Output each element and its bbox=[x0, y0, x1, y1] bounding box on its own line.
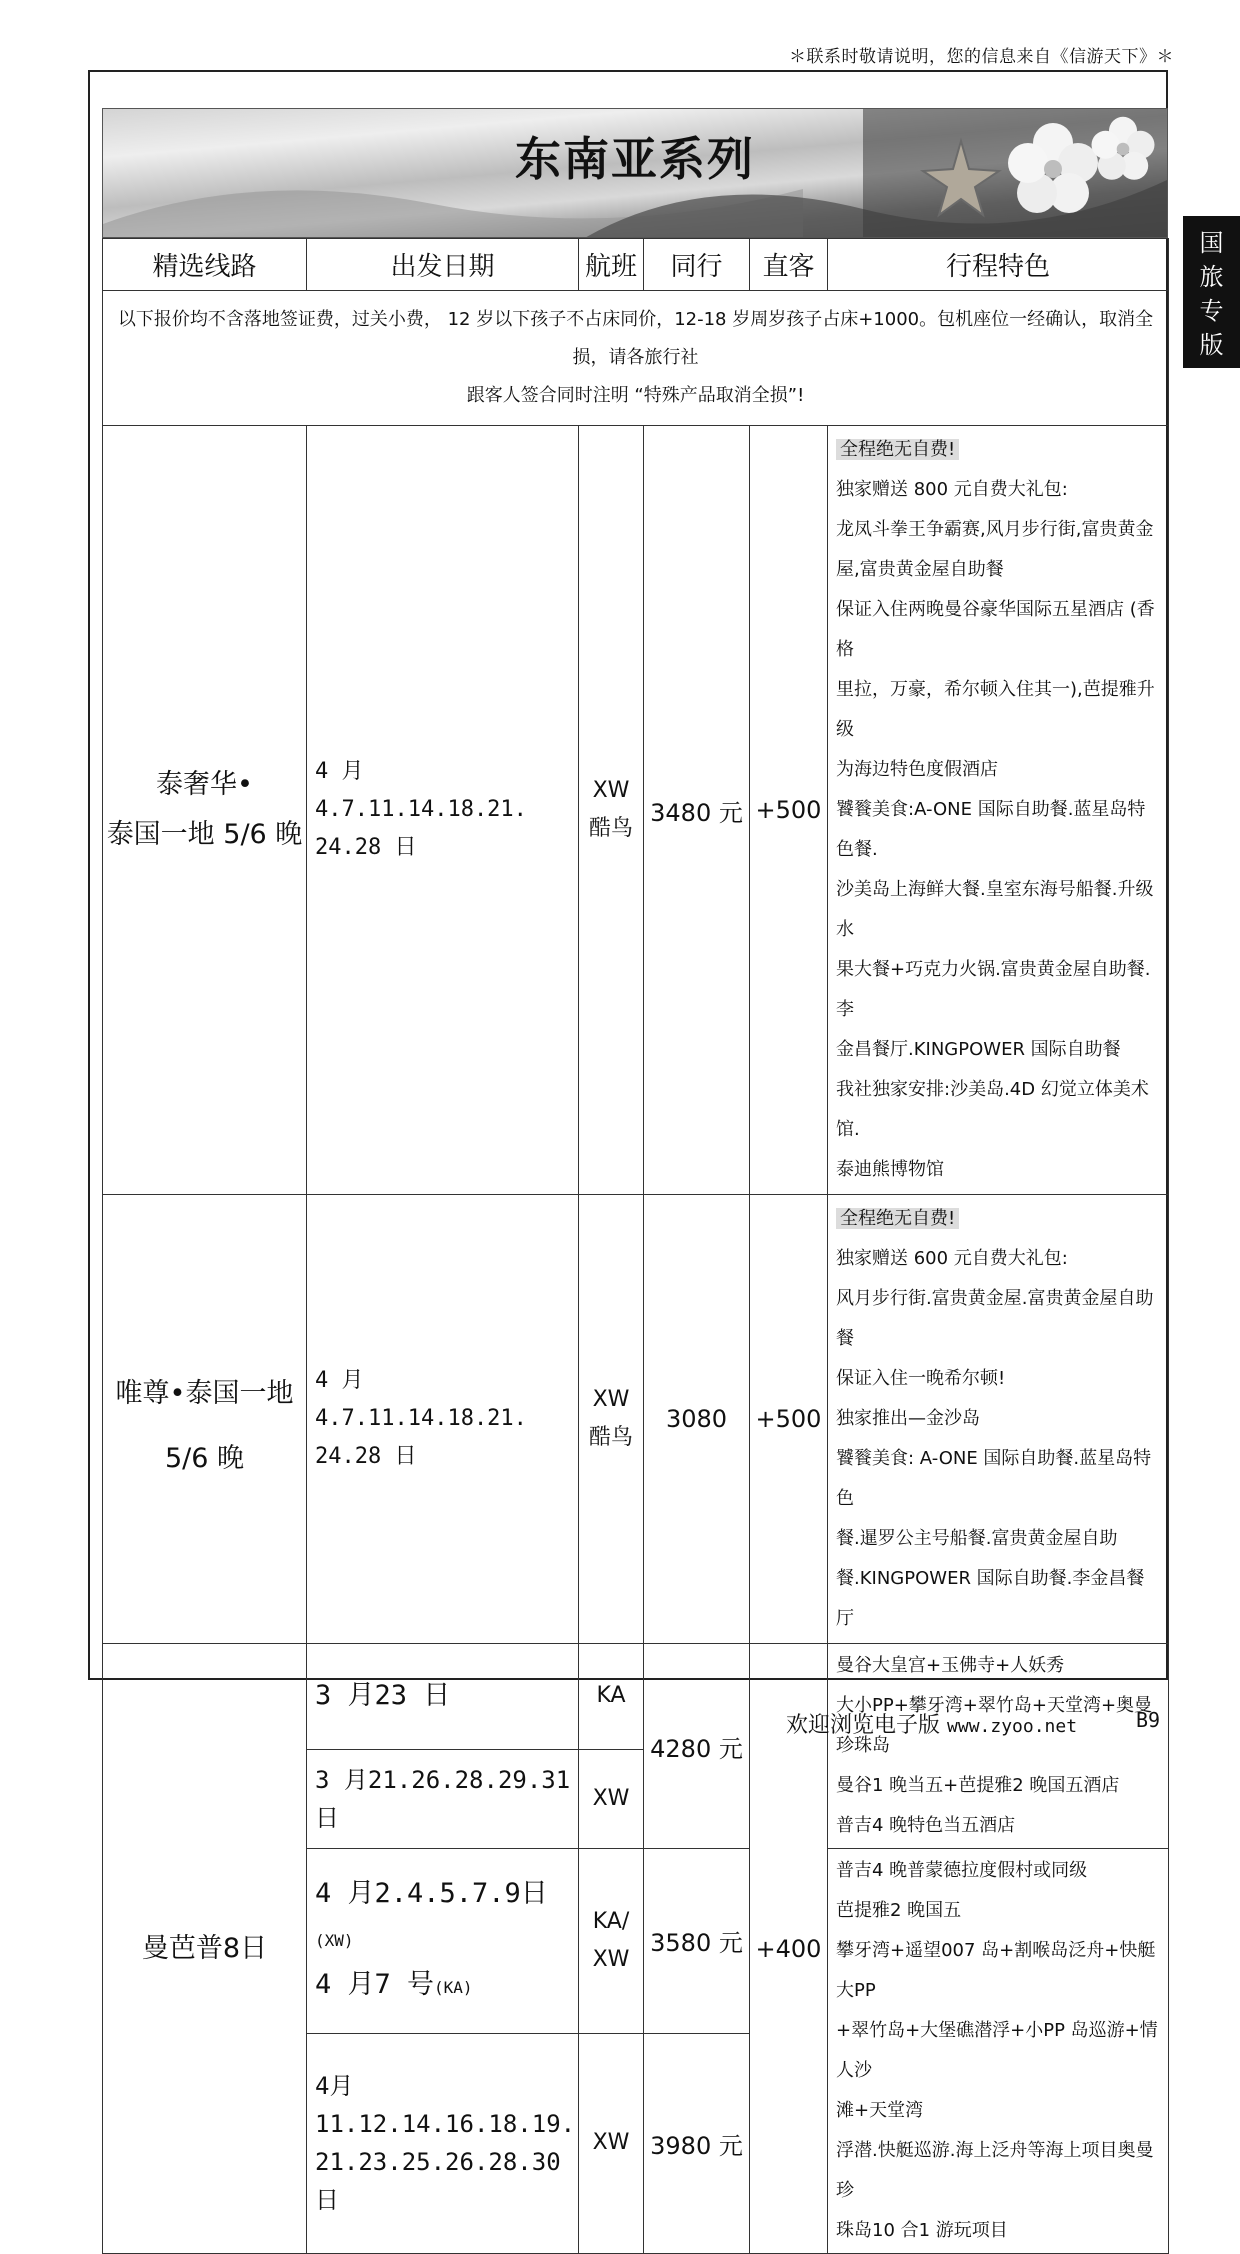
route-name-line: 泰国一地 5/6 晚 bbox=[106, 819, 303, 850]
route-name-line: 泰奢华• bbox=[156, 769, 253, 800]
date-line: 24.28 日 bbox=[315, 1444, 417, 1469]
footer-welcome bbox=[786, 1708, 1077, 1739]
flight-code: KA bbox=[579, 1644, 644, 1750]
highlights bbox=[828, 1195, 1169, 1644]
highlight-line: 沙美岛上海鲜大餐.皇室东海号船餐.升级水 bbox=[836, 879, 1154, 940]
section-tab bbox=[1183, 216, 1240, 368]
peer-price: 3580 元 bbox=[644, 1849, 750, 2034]
section-tab-char: 版 bbox=[1199, 331, 1224, 359]
date-airline-note: (XW) bbox=[315, 1930, 354, 1950]
date-text: 4 月2.4.5.7.9日 bbox=[315, 1877, 548, 1909]
highlight-line: 餐.暹罗公主号船餐.富贵黄金屋自助 bbox=[836, 1528, 1118, 1549]
highlights bbox=[828, 1644, 1169, 1849]
route-name: 曼芭普8日 bbox=[103, 1644, 307, 2254]
table-row bbox=[103, 1195, 1169, 1644]
departure-dates bbox=[307, 1849, 579, 2034]
price-notice bbox=[103, 291, 1169, 426]
section-tab-char: 国 bbox=[1199, 229, 1224, 257]
highlight-line: 为海边特色度假酒店 bbox=[836, 759, 998, 780]
date-line bbox=[315, 1963, 578, 2010]
flight-code: XW bbox=[592, 778, 630, 803]
page-number: B9 bbox=[1136, 1708, 1161, 1732]
highlight-line: 饕餮美食: A-ONE 国际自助餐.蓝星岛特色 bbox=[836, 1448, 1152, 1509]
flight bbox=[579, 426, 644, 1195]
table-header-row bbox=[103, 239, 1169, 291]
footer-url[interactable]: www.zyoo.net bbox=[947, 1716, 1078, 1737]
flight-code: XW bbox=[579, 1749, 644, 1848]
notice-line: 以下报价均不含落地签证费，过关小费， 12 岁以下孩子不占床同价，12-18 岁周岁孩子占床+1000。包机座位一经确认，取消全损，请各旅行社 bbox=[117, 309, 1154, 368]
flight-code: XW bbox=[592, 1946, 630, 1972]
flight-code: KA/ bbox=[592, 1908, 630, 1934]
highlight-line: 曼谷1 晚当五+芭提雅2 晚国五酒店 bbox=[836, 1775, 1120, 1796]
highlight-line: 保证入住一晚希尔顿! bbox=[836, 1368, 1006, 1389]
highlight-line: 独家推出—金沙岛 bbox=[836, 1408, 980, 1429]
header-departure: 出发日期 bbox=[307, 239, 579, 291]
departure-dates: 3 月21.26.28.29.31 日 bbox=[307, 1749, 579, 1848]
highlight-line: 泰迪熊博物馆 bbox=[836, 1159, 944, 1180]
peer-price: 3980 元 bbox=[644, 2033, 750, 2253]
route-name bbox=[103, 426, 307, 1195]
highlight-line: 芭提雅2 晚国五 bbox=[836, 1900, 962, 1921]
highlight-line: 龙凤斗拳王争霸赛,风月步行街,富贵黄金 bbox=[836, 519, 1154, 540]
highlight-line bbox=[836, 1199, 1160, 1239]
peer-price: 3480 元 bbox=[644, 426, 750, 1195]
peer-price: 4280 元 bbox=[644, 1644, 750, 1849]
date-line: 4月11.12.14.16.18.19. bbox=[315, 2072, 576, 2139]
date-line: 21.23.25.26.28.30 日 bbox=[315, 2148, 561, 2215]
route-name bbox=[103, 1195, 307, 1644]
routes-table bbox=[102, 238, 1169, 2254]
date-text: 4 月7 号 bbox=[315, 1968, 435, 2000]
header-direct-price: 直客 bbox=[750, 239, 828, 291]
highlight-line: 保证入住两晚曼谷豪华国际五星酒店 (香格 bbox=[836, 599, 1155, 660]
highlight-line: 普吉4 晚普蒙德拉度假村或同级 bbox=[836, 1860, 1088, 1881]
footer-welcome-text: 欢迎浏览电子版 bbox=[786, 1713, 941, 1738]
highlight-line: 我社独家安排:沙美岛.4D 幻觉立体美术馆. bbox=[836, 1079, 1149, 1140]
flight bbox=[579, 1195, 644, 1644]
notice-line: 跟客人签合同时注明 “特殊产品取消全损”! bbox=[466, 385, 805, 406]
highlight-line: 金昌餐厅.KINGPOWER 国际自助餐 bbox=[836, 1039, 1121, 1060]
airline-name: 酷鸟 bbox=[588, 1425, 633, 1450]
date-line bbox=[315, 1872, 578, 1963]
section-tab-label bbox=[1183, 226, 1240, 362]
highlight-line: 独家赠送 600 元自费大礼包: bbox=[836, 1248, 1068, 1269]
table-row bbox=[103, 426, 1169, 1195]
notice-row bbox=[103, 291, 1169, 426]
header-flight: 航班 bbox=[579, 239, 644, 291]
airline-name: 酷鸟 bbox=[588, 816, 633, 841]
highlight-line: 普吉4 晚特色当五酒店 bbox=[836, 1815, 1016, 1836]
highlights bbox=[828, 426, 1169, 1195]
highlight-badge: 全程绝无自费! bbox=[836, 439, 959, 460]
departure-dates bbox=[307, 426, 579, 1195]
peer-price: 3080 bbox=[644, 1195, 750, 1644]
highlight-line: 曼谷大皇宫+玉佛寺+人妖秀 bbox=[836, 1655, 1065, 1676]
highlight-line: +翠竹岛+大堡礁潜浮+小PP 岛巡游+情人沙 bbox=[836, 2020, 1158, 2081]
banner bbox=[102, 108, 1168, 238]
highlight-line: 饕餮美食:A-ONE 国际自助餐.蓝星岛特色餐. bbox=[836, 799, 1146, 860]
header-highlights: 行程特色 bbox=[828, 239, 1169, 291]
highlight-line: 风月步行街.富贵黄金屋.富贵黄金屋自助餐 bbox=[836, 1288, 1154, 1349]
route-name-line: 5/6 晚 bbox=[164, 1443, 245, 1474]
date-line: 4 月 4.7.11.14.18.21. bbox=[315, 759, 527, 822]
highlight-line: 餐.KINGPOWER 国际自助餐.李金昌餐厅 bbox=[836, 1568, 1145, 1629]
direct-price: +500 bbox=[750, 1195, 828, 1644]
flight-code: XW bbox=[579, 2033, 644, 2253]
date-airline-note: (KA) bbox=[434, 1977, 473, 1997]
flight bbox=[579, 1849, 644, 2034]
departure-dates bbox=[307, 1195, 579, 1644]
section-tab-char: 专 bbox=[1199, 297, 1224, 325]
highlight-line bbox=[836, 430, 1160, 470]
highlight-line: 独家赠送 800 元自费大礼包: bbox=[836, 479, 1068, 500]
departure-dates: 3 月23 日 bbox=[307, 1644, 579, 1750]
highlight-line: 攀牙湾+遥望007 岛+割喉岛泛舟+快艇大PP bbox=[836, 1940, 1156, 2001]
header-peer-price: 同行 bbox=[644, 239, 750, 291]
date-line: 24.28 日 bbox=[315, 835, 417, 860]
flight-code: XW bbox=[592, 1387, 630, 1412]
highlight-line: 珠岛10 合1 游玩项目 bbox=[836, 2220, 1008, 2241]
highlight-line: 果大餐+巧克力火锅.富贵黄金屋自助餐.李 bbox=[836, 959, 1151, 1020]
source-note: ＊联系时敬请说明，您的信息来自《信游天下》＊ bbox=[789, 47, 1174, 67]
direct-price: +500 bbox=[750, 426, 828, 1195]
banner-title: 东南亚系列 bbox=[515, 132, 755, 186]
departure-dates bbox=[307, 2033, 579, 2253]
section-tab-char: 旅 bbox=[1199, 263, 1224, 291]
direct-price: +400 bbox=[750, 1644, 828, 2254]
highlight-line: 滩+天堂湾 bbox=[836, 2100, 924, 2121]
highlights bbox=[828, 1849, 1169, 2254]
highlight-line: 大小PP+攀牙湾+翠竹岛+天堂湾+奥曼珍珠岛 bbox=[836, 1695, 1153, 1756]
route-name-line: 唯尊•泰国一地 bbox=[115, 1378, 294, 1409]
highlight-badge: 全程绝无自费! bbox=[836, 1208, 959, 1229]
date-line: 4 月 4.7.11.14.18.21. bbox=[315, 1368, 527, 1431]
highlight-line: 里拉，万豪，希尔顿入住其一),芭提雅升级 bbox=[836, 679, 1155, 740]
header-route: 精选线路 bbox=[103, 239, 307, 291]
highlight-line: 浮潜.快艇巡游.海上泛舟等海上项目奥曼珍 bbox=[836, 2140, 1154, 2201]
highlight-line: 屋,富贵黄金屋自助餐 bbox=[836, 559, 1004, 580]
